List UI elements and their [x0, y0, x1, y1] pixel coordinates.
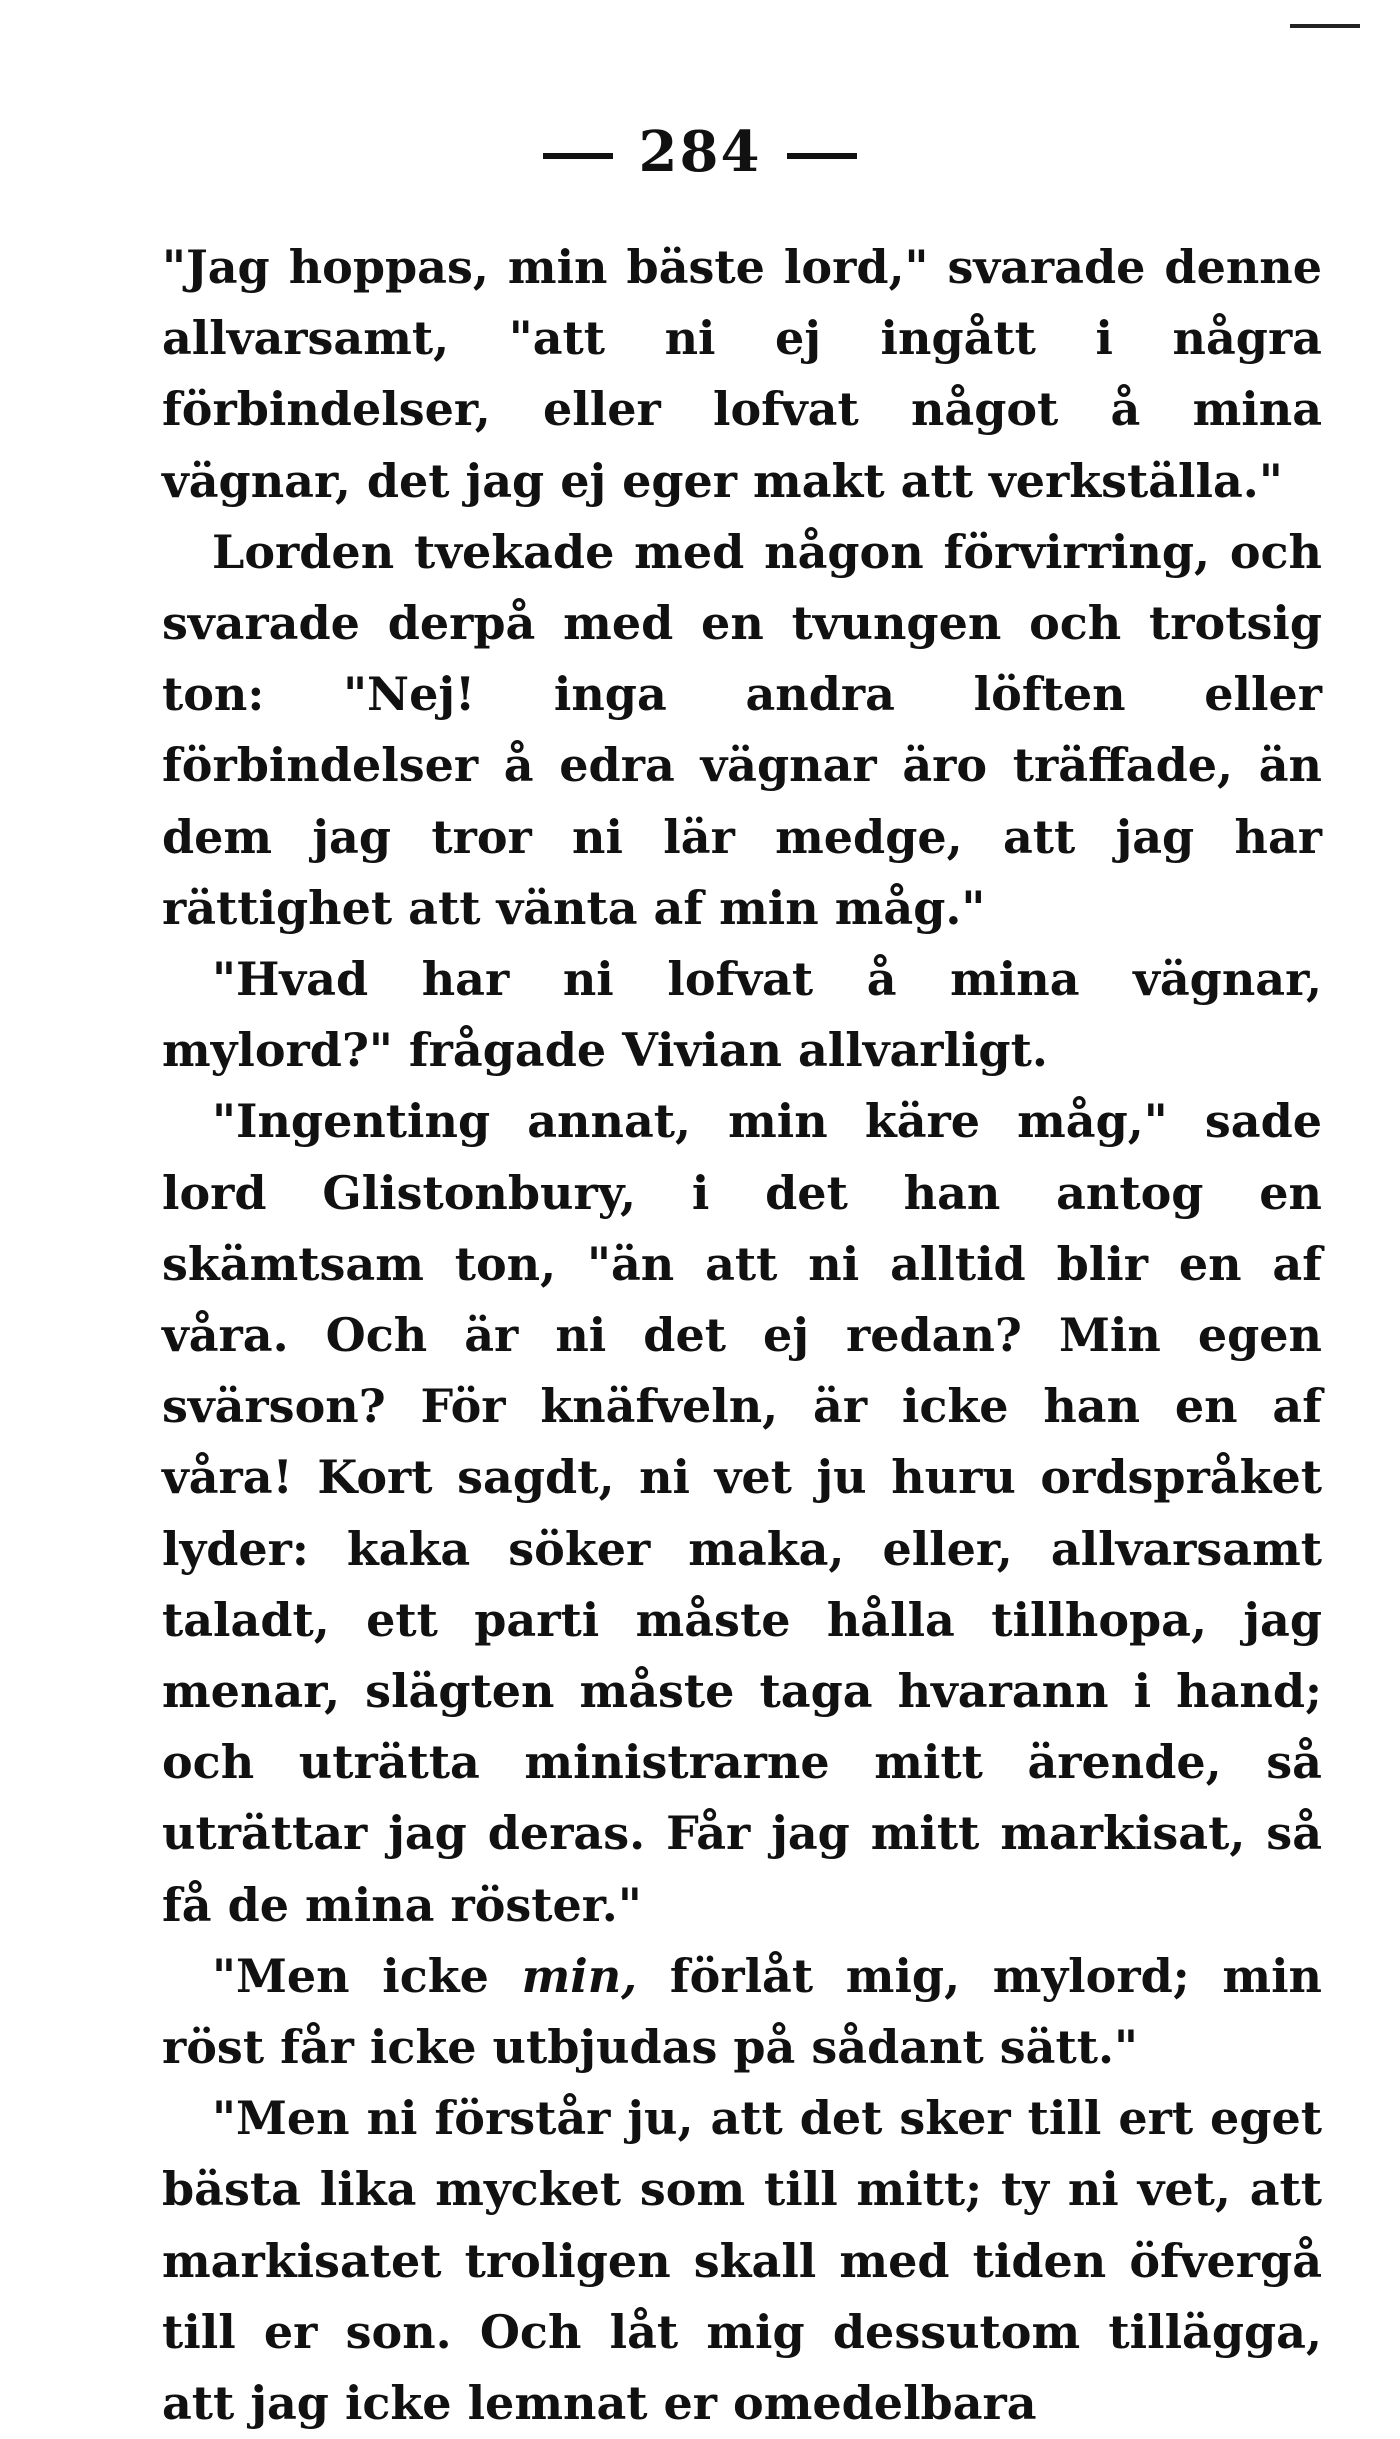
paragraph-5-end: förlåt mig, mylord; min röst får icke utbjudas på sådant sätt.": [162, 1948, 1322, 2075]
paragraph-2: Lorden tvekade med någon förvirring, och svarade derpå med en tvungen och trotsig ton: "Nej! inga andra löften eller förbindelser å edra vägnar äro träffade, än dem jag tror ni lär medge, att jag har rättighet att vänta af min måg.": [162, 524, 1322, 935]
page-number: 284: [638, 119, 762, 185]
paragraph-1: "Jag hoppas, min bäste lord," svarade denne allvarsamt, "att ni ej ingått i några förbindelser, eller lofvat något å mina vägnar, det jag ej eger makt att verkställa.": [162, 240, 1322, 508]
header-dash-right: [787, 153, 857, 159]
page-header: [0, 112, 1400, 192]
paragraph-5-emphasis: min,: [521, 1948, 638, 2003]
paragraph-4: "Ingenting annat, min käre måg," sade lord Glistonbury, i det han antog en skämtsam ton, "än att ni alltid blir en af våra. Och är ni det ej redan? Min egen svärson? För knäfveln, är icke han en af våra! Kort sagdt, ni vet ju huru ordspråket lyder: kaka söker maka, eller, allvarsamt taladt, ett parti måste hålla tillhopa, jag menar, slägten måste taga hvarann i hand; och uträtta ministrarne mitt ärende, så uträttar jag deras. Får jag mitt markisat, så få de mina röster.": [162, 1094, 1322, 1932]
header-dash-left: [543, 153, 613, 159]
corner-mark: [1290, 24, 1360, 28]
paragraph-5: [162, 1941, 1322, 2083]
paragraph-5-start: "Men icke: [212, 1948, 522, 2003]
body-text: [162, 232, 1322, 2439]
paragraph-3: "Hvad har ni lofvat å mina vägnar, mylord?" frågade Vivian allvarligt.: [162, 952, 1322, 1078]
paragraph-6: "Men ni förstår ju, att det sker till ert eget bästa lika mycket som till mitt; ty ni vet, att markisatet troligen skall med tiden öfvergå till er son. Och låt mig dessutom tillägga, att jag icke lemnat er omedelbara: [162, 2091, 1322, 2431]
